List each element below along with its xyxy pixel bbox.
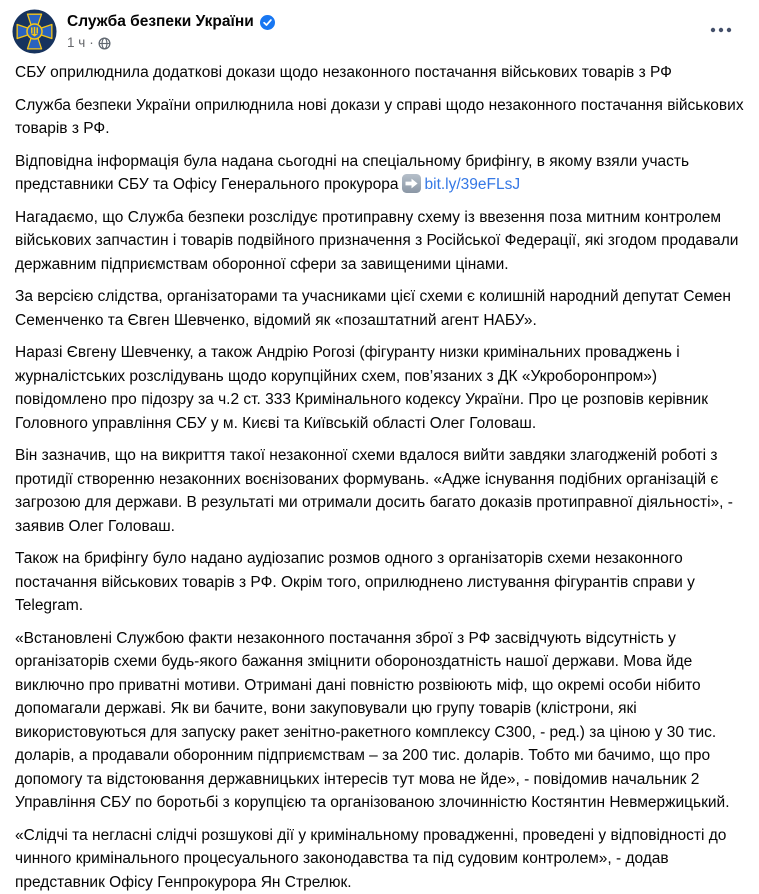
post-paragraph-3 [15,150,745,197]
globe-audience-icon [98,37,111,50]
post-paragraph-7: Він зазначив, що на викриття такої незаконної схеми вдалося вийти завдяки злагодженій роботі з протидії створенню незаконних воєнізованих формувань. «Адже існування подібних організацій є загрозою для держави. В результаті ми отримали досить багато доказів протиправної діяльності», - заявив Олег Головаш. [15,444,745,538]
post-link[interactable]: bit.ly/39eFLsJ [425,176,521,193]
post-paragraph-5: За версією слідства, організаторами та учасниками цієї схеми є колишній народний депутат Семен Семенченко та Євген Шевченко, відомий як «позаштатний агент НАБУ». [15,285,745,332]
ellipsis-icon [710,27,732,33]
meta-separator: · [89,34,94,51]
post-paragraph-4: Нагадаємо, що Служба безпеки розслідує протиправну схему із ввезення поза митним контролем військових запчастин і товарів подвійного призначення з Російської Федерації, які згодом продавали державним підприємствам оборонної сфери за завищеними цінами. [15,206,745,277]
verified-badge-icon [260,15,275,30]
post-paragraph-8: Також на брифінгу було надано аудіозапис розмов одного з організаторів схеми незаконного постачання військових товарів з РФ. Окрім того, оприлюднено листування фігурантів справи у Telegram. [15,547,745,618]
post-paragraph-6: Наразі Євгену Шевченку, а також Андрію Рогозі (фігуранту низки кримінальних проваджень і журналістських розслідувань щодо корупційних схем, пов’язаних з ДК «Укроборонпром») повідомлено про підозру за ч.2 ст. 333 Кримінального кодексу України. Про це розповів керівник Головного управління СБУ у м. Києві та Київській області Олег Головаш. [15,341,745,435]
page-name[interactable]: Служба безпеки України [67,12,254,32]
post-timestamp[interactable]: 1 ч [67,34,85,51]
post-paragraph-10: «Слідчі та негласні слідчі розшукові дії у кримінальному провадженні, проведені у відповідності до чинного кримінального процесуального законодавства та під судовим контролем», - додав представник Офісу Генпрокурора Ян Стрелюк. [15,824,745,894]
post-paragraph-9: «Встановлені Службою факти незаконного постачання зброї з РФ засвідчують відсутність у організаторів схеми будь-якого бажання зміцнити обороноздатність нашої держави. Мова йде виключно про приватні мотиви. Отримані дані повністю розвіюють міф, що окремі особи нібито допомагали державі. Як ви бачите, вони закуповували цю групу товарів (клістрони, які використовуються для запуску ракет зенітно-ракетного комплексу С300, - ред.) за ціною у 30 тис. доларів, а продавали оборонним підприємствам – за 200 тис. доларів. Тобто ми бачимо, що про допомогу та відстоювання державницьких інтересів тут мова не йде», - повідомив начальник 2 Управління СБУ по боротьбі з корупцією та організованою злочинністю Костянтин Невмержицький. [15,627,745,815]
post-header [0,0,759,54]
post-paragraph-3-text: Відповідна інформація була надана сьогодні на спеціальному брифінгу, в якому взяли участь представники СБУ та Офісу Генерального прокурора [15,153,689,194]
page-avatar[interactable] [12,9,57,54]
more-options-button[interactable] [703,18,739,42]
post-paragraph-2: Служба безпеки України оприлюднила нові докази у справі щодо незаконного постачання військових товарів з РФ. [15,94,745,141]
header-info [67,9,275,51]
post-paragraph-1: СБУ оприлюднила додаткові докази щодо незаконного постачання військових товарів з РФ [15,61,745,85]
post-body [0,54,759,894]
right-arrow-emoji-icon [402,174,421,193]
